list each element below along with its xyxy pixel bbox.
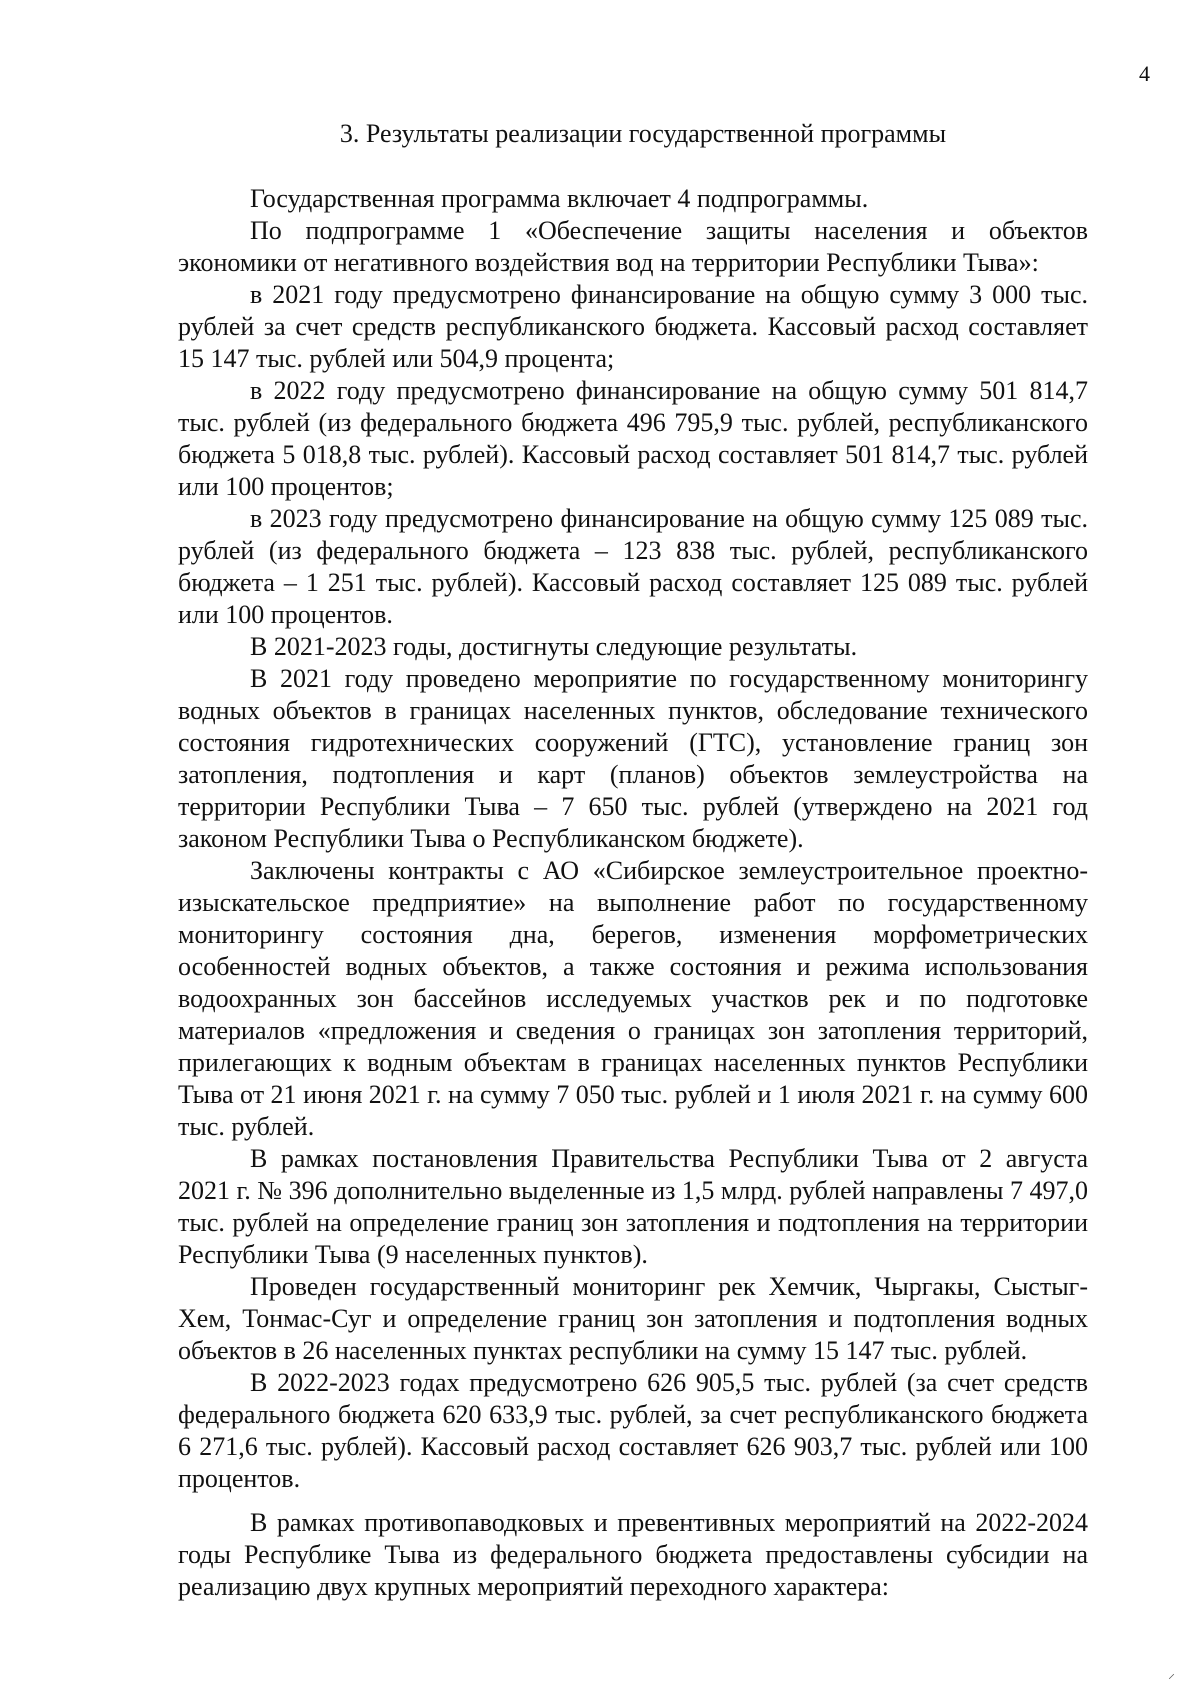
paragraph: По подпрограмме 1 «Обеспечение защиты населения и объектов экономики от негативного воздействия вод на территории Республики Тыва»: xyxy=(178,216,1088,277)
paragraph: В рамках постановления Правительства Республики Тыва от 2 августа 2021 г. № 396 дополнительно выделенные из 1,5 млрд. рублей направлены 7 497,0 тыс. рублей на определение границ зон затопления и подтопления на территории Республики Тыва (9 населенных пунктов). xyxy=(178,1144,1088,1269)
paragraph: В 2022-2023 годах предусмотрено 626 905,5 тыс. рублей (за счет средств федерального бюджета 620 633,9 тыс. рублей, за счет республиканского бюджета 6 271,6 тыс. рублей). Кассовый расход составляет 626 903,7 тыс. рублей или 100 процентов. xyxy=(178,1368,1088,1493)
paragraph: Проведен государственный мониторинг рек Хемчик, Чыргакы, Сыстыг-Хем, Тонмас-Суг и определение границ зон затопления и подтопления водных объектов в 26 населенных пунктах республики на сумму 15 147 тыс. рублей. xyxy=(178,1272,1088,1365)
paragraph: в 2021 году предусмотрено финансирование на общую сумму 3 000 тыс. рублей за счет средств республиканского бюджета. Кассовый расход составляет 15 147 тыс. рублей или 504,9 процента; xyxy=(178,280,1088,373)
scan-mark-icon: ⸝ xyxy=(1168,1667,1175,1682)
paragraph: Заключены контракты с АО «Сибирское землеустроительное проектно-изыскательское предприятие» на выполнение работ по государственному мониторингу состояния дна, берегов, изменения морфометрических особенностей водных объектов, а также состояния и режима использования водоохранных зон бассейнов исследуемых участков рек и по подготовке материалов «предложения и сведения о границах зон затопления территорий, прилегающих к водным объектам в границах населенных пунктов Республики Тыва от 21 июня 2021 г. на сумму 7 050 тыс. рублей и 1 июля 2021 г. на сумму 600 тыс. рублей. xyxy=(178,856,1088,1141)
paragraph: В рамках противопаводковых и превентивных мероприятий на 2022-2024 годы Республике Тыва из федерального бюджета предоставлены субсидии на реализацию двух крупных мероприятий переходного характера: xyxy=(178,1508,1088,1601)
paragraph: В 2021 году проведено мероприятие по государственному мониторингу водных объектов в границах населенных пунктов, обследование технического состояния гидротехнических сооружений (ГТС), установление границ зон затопления, подтопления и карт (планов) объектов землеустройства на территории Республики Тыва – 7 650 тыс. рублей (утверждено на 2021 год законом Республики Тыва о Республиканском бюджете). xyxy=(178,664,1088,853)
document-body xyxy=(178,183,1088,1603)
paragraph: Государственная программа включает 4 подпрограммы. xyxy=(250,184,869,213)
section-heading: 3. Результаты реализации государственной программы xyxy=(339,119,947,148)
page-number: 4 xyxy=(1139,61,1150,86)
paragraph: В 2021-2023 годы, достигнуты следующие результаты. xyxy=(250,632,858,661)
paragraph: в 2022 году предусмотрено финансирование на общую сумму 501 814,7 тыс. рублей (из федерального бюджета 496 795,9 тыс. рублей, республиканского бюджета 5 018,8 тыс. рублей). Кассовый расход составляет 501 814,7 тыс. рублей или 100 процентов; xyxy=(178,376,1088,501)
paragraph: в 2023 году предусмотрено финансирование на общую сумму 125 089 тыс. рублей (из федерального бюджета – 123 838 тыс. рублей, республиканского бюджета – 1 251 тыс. рублей). Кассовый расход составляет 125 089 тыс. рублей или 100 процентов. xyxy=(178,504,1088,629)
